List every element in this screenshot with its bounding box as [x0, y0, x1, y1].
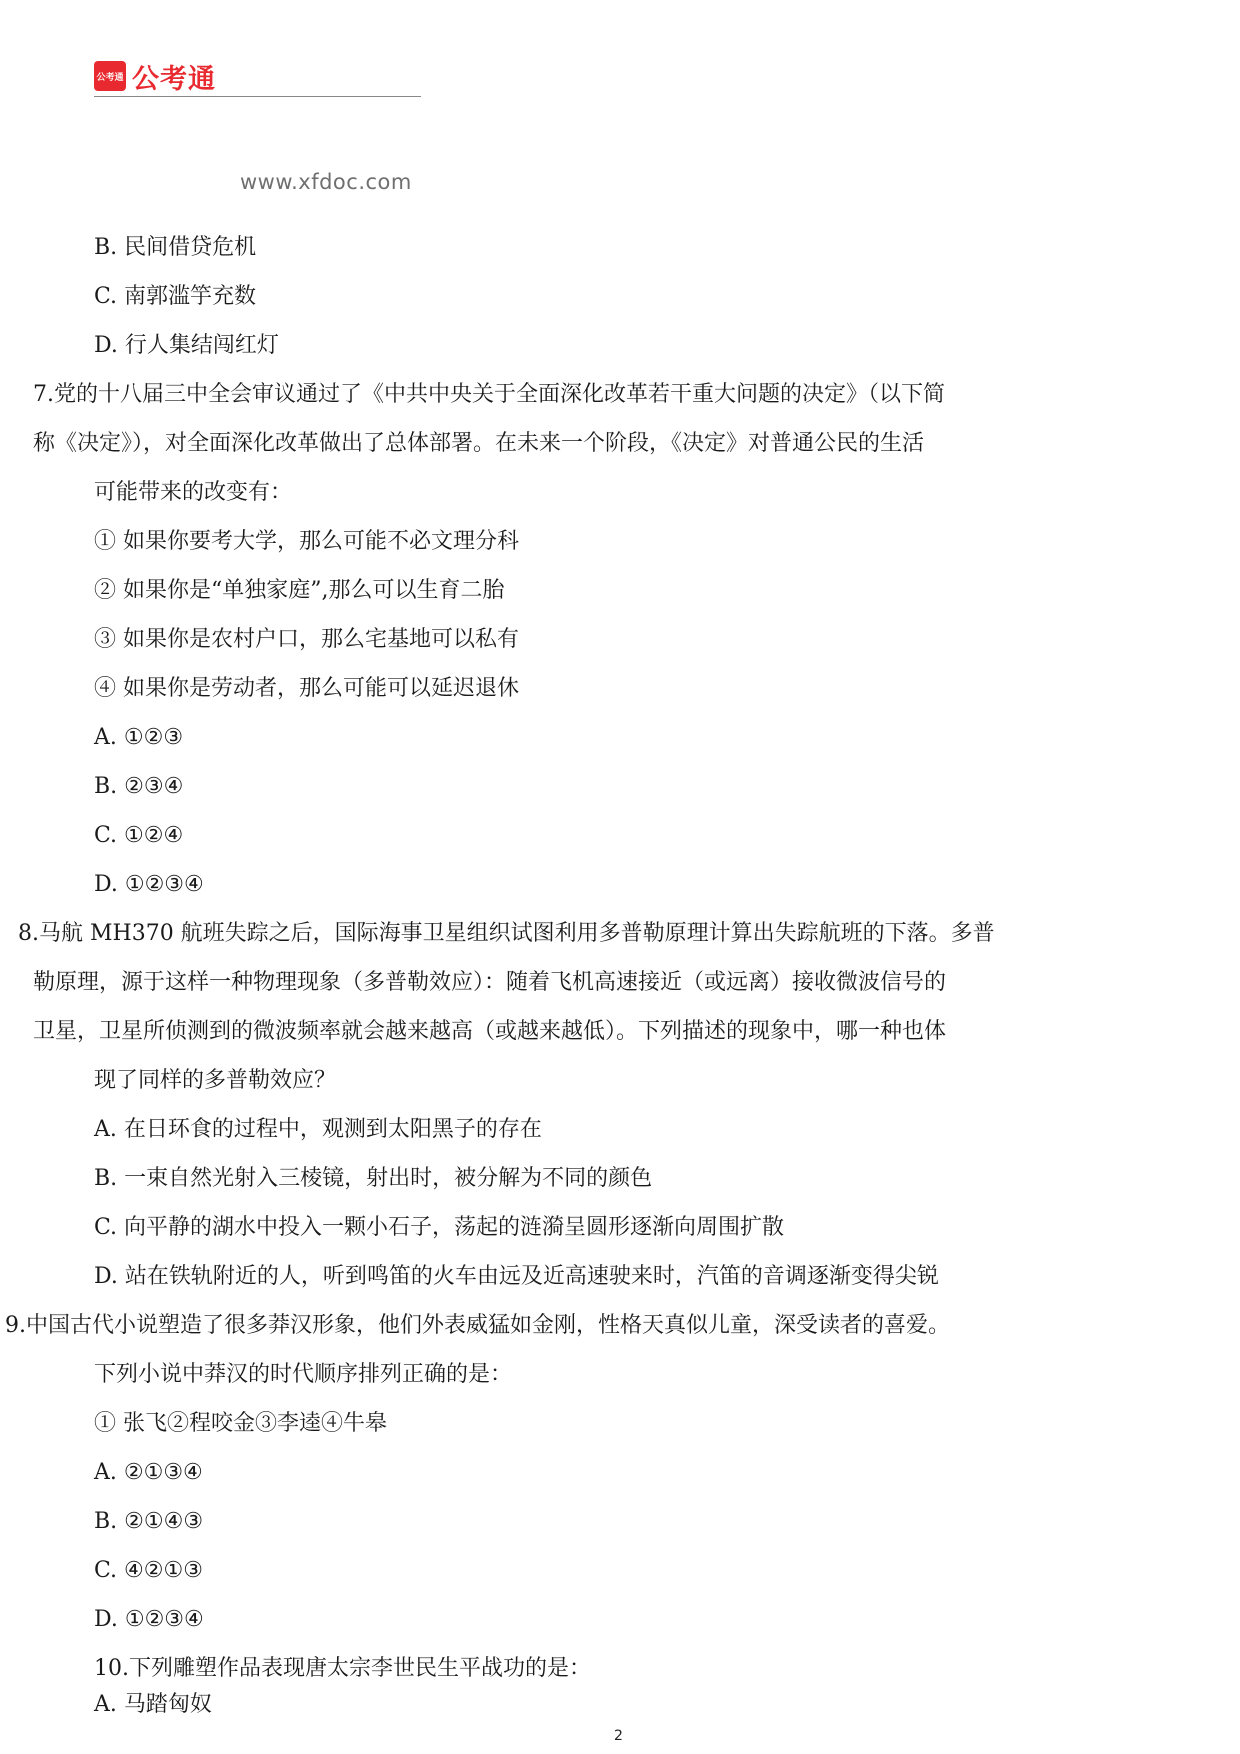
- option-7c: C. ①②④: [94, 823, 184, 848]
- statement-2: ② 如果你是“单独家庭”,那么可以生育二胎: [94, 578, 505, 603]
- logo-text: 公考通: [132, 63, 216, 95]
- option-7a: A. ①②③: [94, 725, 184, 750]
- statement-3: ③ 如果你是农村户口，那么宅基地可以私有: [94, 627, 519, 652]
- statement-4: ④ 如果你是劳动者，那么可能可以延迟退休: [94, 676, 519, 701]
- option-7b: B. ②③④: [94, 774, 184, 799]
- question-8-line-3: 卫星，卫星所侦测到的微波频率就会越来越高（或越来越低）。下列描述的现象中，哪一种也体: [33, 1019, 947, 1044]
- option-6b: B. 民间借贷危机: [94, 235, 257, 260]
- question-10: 10.下列雕塑作品表现唐太宗李世民生平战功的是：: [94, 1656, 591, 1681]
- option-10a: A. 马踏匈奴: [94, 1692, 212, 1717]
- question-8-line-1: 8.马航 MH370 航班失踪之后，国际海事卫星组织试图利用多普勒原理计算出失踪航班的下落。多普: [18, 921, 995, 946]
- logo: [94, 58, 216, 94]
- question-9-items: ① 张飞②程咬金③李逵④牛皋: [94, 1411, 387, 1436]
- logo-icon: 公考通: [94, 61, 126, 91]
- watermark-url: www.xfdoc.com: [240, 170, 412, 194]
- option-9a: A. ②①③④: [94, 1460, 203, 1485]
- question-8-line-4: 现了同样的多普勒效应？: [94, 1068, 337, 1093]
- page-number: 2: [614, 1728, 623, 1744]
- question-7-line-2: 称《决定》），对全面深化改革做出了总体部署。在未来一个阶段，《决定》对普通公民的生活: [33, 431, 925, 456]
- option-7d: D. ①②③④: [94, 872, 204, 897]
- question-7-line-3: 可能带来的改变有：: [94, 480, 293, 505]
- question-7-line-1: 7.党的十八届三中全会审议通过了《中共中央关于全面深化改革若干重大问题的决定》（以下简: [33, 382, 945, 407]
- option-9b: B. ②①④③: [94, 1509, 204, 1534]
- question-8-line-2: 勒原理，源于这样一种物理现象（多普勒效应）：随着飞机高速接近（或远离）接收微波信号的: [33, 970, 947, 995]
- option-9d: D. ①②③④: [94, 1607, 204, 1632]
- option-8a: A. 在日环食的过程中，观测到太阳黑子的存在: [94, 1117, 542, 1142]
- option-8d: D. 站在铁轨附近的人，听到鸣笛的火车由远及近高速驶来时，汽笛的音调逐渐变得尖锐: [94, 1264, 939, 1289]
- header-divider: [94, 96, 421, 97]
- option-8c: C. 向平静的湖水中投入一颗小石子，荡起的涟漪呈圆形逐渐向周围扩散: [94, 1215, 785, 1240]
- question-9-line-2: 下列小说中莽汉的时代顺序排列正确的是：: [94, 1362, 513, 1387]
- option-6d: D. 行人集结闯红灯: [94, 333, 279, 358]
- option-8b: B. 一束自然光射入三棱镜，射出时，被分解为不同的颜色: [94, 1166, 653, 1191]
- option-6c: C. 南郭滥竽充数: [94, 284, 257, 309]
- question-9-line-1: 9.中国古代小说塑造了很多莽汉形象，他们外表威猛如金刚，性格天真似儿童，深受读者的喜爱。: [5, 1313, 950, 1338]
- statement-1: ① 如果你要考大学，那么可能不必文理分科: [94, 529, 519, 554]
- option-9c: C. ④②①③: [94, 1558, 203, 1583]
